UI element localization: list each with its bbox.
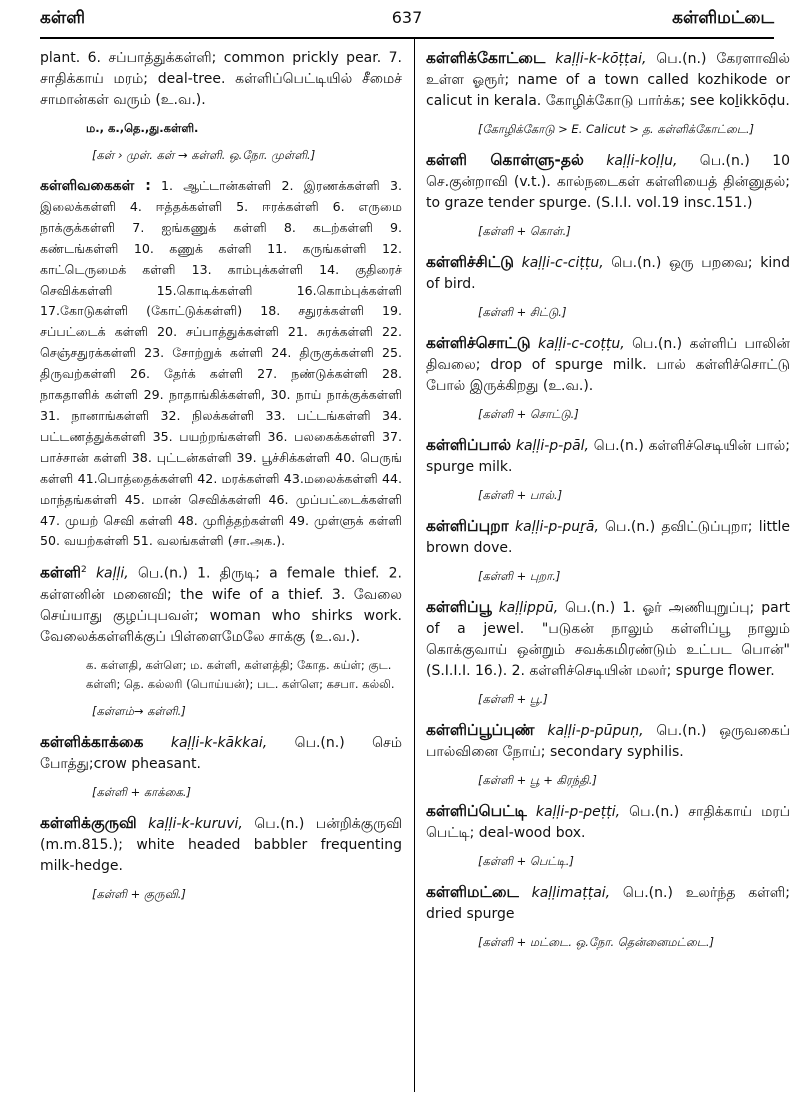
headword: கள்ளிப்புறா — [426, 517, 509, 535]
definition: பெ.(n.) சாதிக்காய் மரப் பெட்டி; deal-wood box. — [426, 804, 791, 841]
headword: கள்ளிமட்டை — [426, 883, 519, 901]
transliteration: kaḷḷi-k-kōṭṭai, — [555, 51, 647, 67]
transliteration: kaḷḷi-koḷḷu, — [606, 153, 678, 169]
types-list — [40, 176, 402, 552]
transliteration: kaḷḷi, — [95, 565, 129, 582]
transliteration: kaḷḷi-p-peṭṭi, — [535, 804, 621, 820]
dictionary-entry — [426, 801, 790, 844]
definition: பெ.(n.) ஒருவகைப் பால்வினை நோய்; secondary syphilis. — [426, 723, 790, 760]
definition: பெ.(n.) பன்றிக்குருவி (m.m.815.); white headed babbler frequenting milk-hedge. — [40, 815, 403, 874]
etymology: [கள் › முள். கள் → கள்ளி. ஒ.நோ. முள்ளி.] — [92, 148, 316, 162]
headword: கள்ளிச்சொட்டு — [426, 334, 531, 352]
dictionary-entry — [426, 150, 790, 214]
transliteration: kaḷḷimaṭṭai, — [531, 885, 611, 901]
transliteration: kaḷḷi-p-pāl, — [515, 438, 590, 454]
headword: கள்ளிப்பெட்டி — [426, 802, 527, 820]
headword: கள்ளி — [40, 563, 82, 582]
homonym-number: 2 — [81, 565, 87, 576]
definition: பெ.(n.) 1. ஓர் அணியுறுப்பு; part of a jewel. "படுகன் நாலும் கள்ளிப்பூ நாலும் கொக்குவாய் ஒன்றும் சவக்கமிரண்டும் உட்பட பொன்" (S.I.I.I. 16.). 2. கள்ளிச்செடியின் மலர்; spurge flower. — [426, 600, 790, 679]
definition: பெ.(n.) உலர்ந்த கள்ளி; dried spurge — [426, 885, 790, 922]
dictionary-entry — [426, 252, 790, 295]
dictionary-entry — [40, 560, 402, 648]
header-rule — [40, 37, 774, 39]
dictionary-entry — [426, 516, 790, 559]
headword: கள்ளிப்பால் — [426, 436, 512, 454]
etymology: [கள்ளி + குருவி.] — [92, 886, 186, 901]
etymology: [கள்ளி + மட்டை. ஒ.நோ. தென்னைமட்டை.] — [478, 935, 714, 949]
headword: கள்ளிப்பூ — [426, 598, 492, 616]
column-divider — [414, 39, 415, 1092]
types-heading: கள்ளிவகைகள் : — [40, 178, 151, 194]
etymology: [கள்ளி + சிட்டு.] — [478, 305, 567, 319]
etymology: [கோழிக்கோடு > E. Calicut > த. கள்ளிக்கோட்டை.] — [478, 122, 755, 136]
left-column — [40, 48, 402, 915]
definition: பெ.(n.) 10 செ.குன்றாவி (v.t.). கால்நடைகள் கள்ளியைத் தின்னுதல்; to graze tender spurge. (S.I.I. vol.19 insc.151.) — [426, 153, 791, 211]
headword: கள்ளிக்குருவி — [40, 813, 137, 832]
transliteration: kaḷḷi-p-pūpuṇ, — [547, 723, 644, 739]
right-column — [426, 48, 790, 963]
etymology: [கள்ளி + புறா.] — [478, 569, 561, 583]
continued-entry: plant. 6. சப்பாத்துக்கள்ளி; common prickly pear. 7. சாதிக்காய் மரம்; deal-tree. கள்ளிப்பெட்டியில் சீமைச் சாமான்கள் வரும் (உ.வ.). — [40, 50, 402, 108]
transliteration: kaḷḷi-k-kuruvi, — [148, 815, 243, 832]
page-number: 637 — [391, 8, 423, 27]
dictionary-entry — [40, 732, 402, 775]
definition: பெ.(n.) கள்ளிச்செடியின் பால்; spurge milk. — [426, 438, 790, 475]
headword: கள்ளிக்காக்கை — [40, 732, 144, 751]
dictionary-entry — [40, 813, 402, 877]
headword: கள்ளிக்கோட்டை — [426, 49, 546, 67]
transliteration: kaḷḷippū, — [498, 600, 559, 616]
definition: பெ.(n.) கள்ளிப் பாலின் திவலை; drop of spurge milk. பால் கள்ளிச்சொட்டு போல் இருக்கிறது (உ.வ.). — [426, 336, 791, 394]
etymology: [கள்ளி + கொள்.] — [478, 224, 571, 238]
header-left-guideword: கள்ளி — [40, 8, 86, 28]
definition: பெ.(n.) கேரளாவில் உள்ள ஓரூர்; name of a town called kozhikode or calicut in kerala. கோழிக்கோடு பார்க்க; see koḻikkōḍu. — [426, 51, 790, 109]
dictionary-entry — [426, 882, 790, 925]
types-text: 1. ஆட்டான்கள்ளி 2. இரணக்கள்ளி 3. இலைக்கள்ளி 4. ஈத்தக்கள்ளி 5. ஈரக்கள்ளி 6. எருமை நாக்குக்கள்ளி 7. ஐங்கணுக் கள்ளி 8. கடற்கள்ளி 9. கண்டங்கள்ளி 10. கணுக் கள்ளி 11. கருங்கள்ளி 12. காட்டெருமைக் கள்ளி 13. காம்புக்கள்ளி 14. குதிரைச் செவிக்கள்ளி 15.கொடிக்கள்ளி 16.கொம்புக்கள்ளி 17.கோடுகள்ளி (கோட்டுக்கள்ளி) 18. சதுரக்கள்ளி 19. சப்பட்டைக் கள்ளி 20. சப்பாத்துக்கள்ளி 21. சுரக்கள்ளி 22. செஞ்சதுரக்கள்ளி 23. சோற்றுக் கள்ளி 24. திருகுக்கள்ளி 25. திருவற்கள்ளி 26. தேர்க் கள்ளி 27. நண்டுக்கள்ளி 28. நாகதாளிக் கள்ளி 29. நாதாங்கிக்கள்ளி, 30. நாய் நாக்குக்கள்ளி 31. நானாங்கள்ளி 32. நிலக்கள்ளி 33. பட்டங்கள்ளி 34. பட்டணத்துக்கள்ளி 35. பயற்றங்கள்ளி 36. பலகைக்கள்ளி 37. பாச்சான் கள்ளி 38. புட்டன்கள்ளி 39. பூச்சிக்கள்ளி 40. பெருங் கள்ளி 41.பொத்தைக்கள்ளி 42. மரக்கள்ளி 43.மலைக்கள்ளி 44. மாந்தங்கள்ளி 45. மான் செவிக்கள்ளி 46. முப்பட்டைக்கள்ளி 47. முயற் செவி கள்ளி 48. முரித்தற்கள்ளி 49. முள்ளுக் கள்ளி 50. வயற்கள்ளி 51. வலங்கள்ளி (சா.அக.). — [40, 178, 402, 549]
page-header — [40, 8, 774, 32]
cognates: ம., க.,தெ.,து.கள்ளி. — [86, 121, 199, 135]
etymology: [கள்ளி + காக்கை.] — [92, 784, 191, 799]
cognates: க. கள்ளதி, கள்ளெ; ம. கள்ளி, கள்ளத்தி; கோத. கய்ள்; குட. கள்ளி; தெ. கல்லரி (பொய்யன்); பட. கள்ளெ; கசபா. கல்லி. — [86, 657, 395, 691]
header-right-guideword: கள்ளிமட்டை — [672, 8, 774, 28]
dictionary-entry — [426, 720, 790, 763]
headword: கள்ளி கொள்ளு-தல் — [426, 151, 584, 169]
etymology: [கள்ளி + பூ + கிரந்தி.] — [478, 773, 597, 787]
definition: பெ.(n.) தவிட்டுப்புறா; little brown dove. — [426, 519, 790, 556]
etymology: [கள்ளம்→ கள்ளி.] — [92, 703, 186, 718]
etymology: [கள்ளி + பால்.] — [478, 488, 563, 502]
headword: கள்ளிச்சிட்டு — [426, 253, 514, 271]
transliteration: kaḷḷi-p-puṟā, — [515, 519, 599, 535]
definition: பெ.(n.) ஒரு பறவை; kind of bird. — [426, 255, 791, 292]
headword: கள்ளிப்பூப்புண் — [426, 721, 535, 739]
transliteration: kaḷḷi-k-kākkai, — [170, 734, 268, 751]
definition: பெ.(n.) 1. திருடி; a female thief. 2. கள்ளனின் மனைவி; the wife of a thief. 3. வேலை செய்யாது குழப்புபவள்; woman who shirks work. வேலைக்கள்ளிக்குப் பிள்ளைமேலே சாக்கு (உ.வ.). — [40, 565, 403, 645]
etymology: [கள்ளி + பெட்டி.] — [478, 854, 574, 868]
dictionary-entry — [426, 333, 790, 397]
dictionary-entry — [426, 435, 790, 478]
etymology: [கள்ளி + சொட்டு.] — [478, 407, 579, 421]
dictionary-entry — [426, 597, 790, 682]
transliteration: kaḷḷi-c-ciṭṭu, — [521, 255, 604, 271]
etymology: [கள்ளி + பூ.] — [478, 692, 548, 706]
dictionary-entry — [426, 48, 790, 112]
transliteration: kaḷḷi-c-coṭṭu, — [537, 336, 625, 352]
definition: பெ.(n.) செம் போத்து;crow pheasant. — [40, 734, 402, 772]
